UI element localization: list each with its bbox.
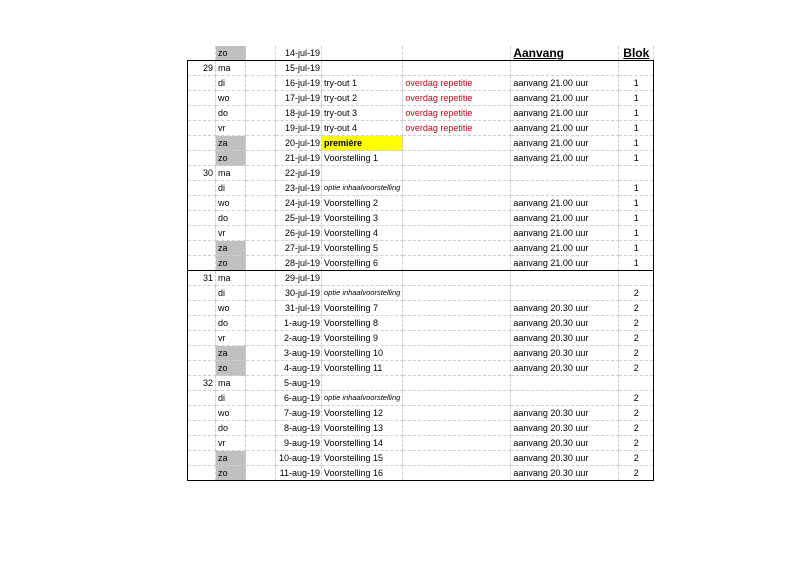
description-cell[interactable]: optie inhaalvoorstelling [322,391,403,406]
week-number-cell[interactable] [188,331,216,346]
week-number-cell[interactable] [188,76,216,91]
description-cell[interactable]: Voorstelling 3 [322,211,403,226]
description-cell[interactable]: Voorstelling 10 [322,346,403,361]
description-cell[interactable]: try-out 1 [322,76,403,91]
day-cell[interactable]: ma [216,61,246,76]
day-cell[interactable]: vr [216,331,246,346]
blok-cell[interactable] [619,271,654,286]
schedule-row [188,166,654,181]
start-time-cell[interactable]: aanvang 21.00 uur [511,106,619,121]
schedule-row [188,226,654,241]
blok-cell[interactable]: 1 [619,196,654,211]
day-cell[interactable]: zo [216,361,246,376]
day-cell[interactable]: ma [216,166,246,181]
blok-cell[interactable]: 1 [619,136,654,151]
blok-cell[interactable]: 1 [619,91,654,106]
description-cell[interactable]: Voorstelling 13 [322,421,403,436]
blok-header[interactable]: Blok [619,46,654,61]
date-cell[interactable]: 25-jul-19 [276,211,322,226]
week-number-cell[interactable] [188,346,216,361]
note-cell[interactable] [403,451,511,466]
note-cell[interactable]: overdag repetitie [403,91,511,106]
date-cell[interactable]: 16-jul-19 [276,76,322,91]
spacer-cell[interactable] [246,286,276,301]
day-cell[interactable]: wo [216,406,246,421]
start-time-cell[interactable]: aanvang 20.30 uur [511,301,619,316]
start-time-cell[interactable]: aanvang 21.00 uur [511,76,619,91]
spacer-cell[interactable] [246,121,276,136]
blok-cell[interactable]: 2 [619,466,654,481]
day-cell[interactable]: zo [216,46,246,61]
date-cell[interactable]: 17-jul-19 [276,91,322,106]
schedule-row [188,286,654,301]
description-cell[interactable]: Voorstelling 5 [322,241,403,256]
note-cell[interactable] [403,406,511,421]
day-cell[interactable]: do [216,421,246,436]
description-cell[interactable]: try-out 2 [322,91,403,106]
start-time-cell[interactable] [511,181,619,196]
date-cell[interactable]: 20-jul-19 [276,136,322,151]
blok-cell[interactable] [619,61,654,76]
note-cell[interactable] [403,196,511,211]
spacer-cell[interactable] [246,91,276,106]
week-number-cell[interactable] [188,256,216,271]
week-number-cell[interactable] [188,361,216,376]
spacer-cell[interactable] [246,256,276,271]
spacer-cell[interactable] [246,316,276,331]
note-cell[interactable] [403,346,511,361]
day-cell[interactable]: wo [216,91,246,106]
schedule-row [188,241,654,256]
note-cell[interactable] [403,331,511,346]
week-number-cell[interactable] [188,196,216,211]
spacer-cell[interactable] [246,76,276,91]
note-cell[interactable] [403,46,511,61]
day-cell[interactable]: di [216,391,246,406]
note-cell[interactable] [403,466,511,481]
day-cell[interactable]: wo [216,301,246,316]
note-cell[interactable] [403,271,511,286]
blok-cell[interactable]: 2 [619,286,654,301]
week-number-cell[interactable] [188,121,216,136]
blok-cell[interactable]: 1 [619,226,654,241]
spacer-cell[interactable] [246,241,276,256]
week-number-cell[interactable] [188,211,216,226]
blok-cell[interactable]: 2 [619,406,654,421]
date-cell[interactable]: 1-aug-19 [276,316,322,331]
schedule-table [187,46,654,481]
date-cell[interactable]: 23-jul-19 [276,181,322,196]
date-cell[interactable]: 21-jul-19 [276,151,322,166]
date-cell[interactable]: 22-jul-19 [276,166,322,181]
spacer-cell[interactable] [246,421,276,436]
start-time-cell[interactable]: aanvang 20.30 uur [511,361,619,376]
day-cell[interactable]: vr [216,226,246,241]
schedule-row [188,121,654,136]
blok-cell[interactable]: 1 [619,106,654,121]
schedule-row [188,301,654,316]
note-cell[interactable] [403,151,511,166]
date-cell[interactable]: 18-jul-19 [276,106,322,121]
date-cell[interactable]: 28-jul-19 [276,256,322,271]
date-cell[interactable]: 30-jul-19 [276,286,322,301]
week-number-cell[interactable] [188,106,216,121]
blok-cell[interactable] [619,376,654,391]
start-time-cell[interactable] [511,376,619,391]
week-number-cell[interactable]: 31 [188,271,216,286]
date-cell[interactable]: 27-jul-19 [276,241,322,256]
start-time-cell[interactable] [511,286,619,301]
start-time-cell[interactable]: aanvang 21.00 uur [511,121,619,136]
spacer-cell[interactable] [246,211,276,226]
schedule-row [188,256,654,271]
note-cell[interactable] [403,436,511,451]
week-number-cell[interactable]: 32 [188,376,216,391]
blok-cell[interactable]: 2 [619,451,654,466]
description-cell[interactable] [322,271,403,286]
day-cell[interactable]: do [216,211,246,226]
description-cell[interactable]: Voorstelling 1 [322,151,403,166]
description-cell[interactable]: Voorstelling 9 [322,331,403,346]
schedule-row [188,376,654,391]
schedule-row [188,331,654,346]
schedule-row [188,451,654,466]
schedule-row [188,91,654,106]
schedule-row [188,466,654,481]
start-time-cell[interactable] [511,271,619,286]
start-time-cell[interactable]: aanvang 21.00 uur [511,151,619,166]
day-cell[interactable]: vr [216,436,246,451]
spacer-cell[interactable] [246,61,276,76]
date-cell[interactable]: 2-aug-19 [276,331,322,346]
day-cell[interactable]: di [216,181,246,196]
blok-cell[interactable]: 1 [619,76,654,91]
spacer-cell[interactable] [246,361,276,376]
spacer-cell[interactable] [246,436,276,451]
blok-cell[interactable]: 2 [619,391,654,406]
schedule-body [188,46,654,481]
schedule-row [188,211,654,226]
week-number-cell[interactable] [188,181,216,196]
day-cell[interactable]: ma [216,376,246,391]
day-cell[interactable]: do [216,316,246,331]
note-cell[interactable] [403,226,511,241]
description-cell[interactable]: try-out 4 [322,121,403,136]
start-time-cell[interactable]: aanvang 20.30 uur [511,346,619,361]
description-cell[interactable]: optie inhaalvoorstelling [322,286,403,301]
week-number-cell[interactable] [188,421,216,436]
start-time-cell[interactable]: aanvang 20.30 uur [511,316,619,331]
note-cell[interactable] [403,316,511,331]
header-row [188,46,654,61]
start-time-cell[interactable] [511,61,619,76]
spacer-cell[interactable] [246,451,276,466]
day-cell[interactable]: za [216,241,246,256]
note-cell[interactable] [403,391,511,406]
blok-cell[interactable]: 2 [619,301,654,316]
day-cell[interactable]: zo [216,256,246,271]
week-number-cell[interactable] [188,301,216,316]
description-cell[interactable]: Voorstelling 2 [322,196,403,211]
description-cell[interactable]: Voorstelling 15 [322,451,403,466]
description-cell[interactable]: try-out 3 [322,106,403,121]
week-number-cell[interactable] [188,151,216,166]
start-time-cell[interactable]: aanvang 21.00 uur [511,136,619,151]
day-cell[interactable]: zo [216,466,246,481]
day-cell[interactable]: zo [216,151,246,166]
day-cell[interactable]: ma [216,271,246,286]
week-number-cell[interactable] [188,316,216,331]
blok-cell[interactable]: 2 [619,436,654,451]
start-time-cell[interactable] [511,166,619,181]
note-cell[interactable] [403,181,511,196]
schedule-row [188,136,654,151]
date-cell[interactable]: 3-aug-19 [276,346,322,361]
blok-cell[interactable]: 2 [619,316,654,331]
blok-cell[interactable]: 1 [619,151,654,166]
week-number-cell[interactable]: 30 [188,166,216,181]
schedule-row [188,151,654,166]
date-cell[interactable]: 14-jul-19 [276,46,322,61]
start-time-cell[interactable]: aanvang 21.00 uur [511,196,619,211]
spacer-cell[interactable] [246,346,276,361]
date-cell[interactable]: 19-jul-19 [276,121,322,136]
week-number-cell[interactable] [188,91,216,106]
note-cell[interactable] [403,376,511,391]
note-cell[interactable] [403,361,511,376]
start-time-cell[interactable]: aanvang 21.00 uur [511,241,619,256]
spacer-cell[interactable] [246,406,276,421]
spacer-cell[interactable] [246,136,276,151]
blok-cell[interactable]: 1 [619,256,654,271]
spacer-cell[interactable] [246,226,276,241]
week-number-cell[interactable] [188,136,216,151]
description-cell[interactable]: Voorstelling 14 [322,436,403,451]
spacer-cell[interactable] [246,46,276,61]
schedule-row [188,271,654,286]
week-number-cell[interactable] [188,286,216,301]
description-cell[interactable] [322,61,403,76]
description-cell[interactable]: Voorstelling 6 [322,256,403,271]
day-cell[interactable]: di [216,76,246,91]
spacer-cell[interactable] [246,376,276,391]
date-cell[interactable]: 7-aug-19 [276,406,322,421]
spacer-cell[interactable] [246,301,276,316]
schedule-row [188,61,654,76]
description-cell[interactable]: Voorstelling 8 [322,316,403,331]
note-cell[interactable] [403,166,511,181]
blok-cell[interactable]: 2 [619,361,654,376]
date-cell[interactable]: 10-aug-19 [276,451,322,466]
blok-cell[interactable]: 1 [619,121,654,136]
blok-cell[interactable] [619,166,654,181]
week-number-cell[interactable] [188,391,216,406]
schedule-row [188,181,654,196]
day-cell[interactable]: wo [216,196,246,211]
week-number-cell[interactable] [188,451,216,466]
date-cell[interactable]: 8-aug-19 [276,421,322,436]
description-cell[interactable]: Voorstelling 7 [322,301,403,316]
note-cell[interactable] [403,136,511,151]
date-cell[interactable]: 5-aug-19 [276,376,322,391]
date-cell[interactable]: 24-jul-19 [276,196,322,211]
description-cell[interactable]: Voorstelling 16 [322,466,403,481]
description-cell[interactable]: Voorstelling 4 [322,226,403,241]
start-time-cell[interactable]: aanvang 20.30 uur [511,451,619,466]
spacer-cell[interactable] [246,391,276,406]
week-number-cell[interactable] [188,226,216,241]
date-cell[interactable]: 31-jul-19 [276,301,322,316]
schedule-row [188,316,654,331]
week-number-cell[interactable] [188,466,216,481]
spacer-cell[interactable] [246,331,276,346]
start-time-cell[interactable]: aanvang 21.00 uur [511,256,619,271]
schedule-row [188,406,654,421]
spacer-cell[interactable] [246,151,276,166]
blok-cell[interactable]: 1 [619,241,654,256]
description-cell[interactable]: optie inhaalvoorstelling [322,181,403,196]
schedule-row [188,196,654,211]
date-cell[interactable]: 26-jul-19 [276,226,322,241]
day-cell[interactable]: di [216,286,246,301]
start-time-cell[interactable]: aanvang 21.00 uur [511,211,619,226]
schedule-row [188,391,654,406]
note-cell[interactable] [403,241,511,256]
date-cell[interactable]: 9-aug-19 [276,436,322,451]
week-number-cell[interactable] [188,241,216,256]
blok-cell[interactable]: 2 [619,346,654,361]
start-time-cell[interactable]: aanvang 20.30 uur [511,421,619,436]
start-time-cell[interactable]: aanvang 20.30 uur [511,436,619,451]
blok-cell[interactable]: 2 [619,421,654,436]
schedule-row [188,436,654,451]
day-cell[interactable]: do [216,106,246,121]
week-number-cell[interactable] [188,406,216,421]
blok-cell[interactable]: 1 [619,181,654,196]
start-time-cell[interactable]: aanvang 20.30 uur [511,406,619,421]
start-time-cell[interactable]: aanvang 21.00 uur [511,226,619,241]
note-cell[interactable] [403,256,511,271]
note-cell[interactable]: overdag repetitie [403,121,511,136]
schedule-row [188,76,654,91]
description-cell[interactable]: Voorstelling 11 [322,361,403,376]
aanvang-header[interactable]: Aanvang [511,46,619,61]
description-cell[interactable] [322,166,403,181]
note-cell[interactable]: overdag repetitie [403,106,511,121]
spacer-cell[interactable] [246,466,276,481]
spacer-cell[interactable] [246,181,276,196]
note-cell[interactable]: overdag repetitie [403,76,511,91]
schedule-row [188,421,654,436]
week-number-cell[interactable] [188,436,216,451]
day-cell[interactable]: za [216,136,246,151]
note-cell[interactable] [403,211,511,226]
schedule-row [188,106,654,121]
spacer-cell[interactable] [246,271,276,286]
description-cell[interactable]: Voorstelling 12 [322,406,403,421]
date-cell[interactable]: 11-aug-19 [276,466,322,481]
spacer-cell[interactable] [246,166,276,181]
week-number-cell[interactable]: 29 [188,61,216,76]
date-cell[interactable]: 6-aug-19 [276,391,322,406]
schedule-row [188,346,654,361]
start-time-cell[interactable]: aanvang 20.30 uur [511,466,619,481]
day-cell[interactable]: vr [216,121,246,136]
note-cell[interactable] [403,301,511,316]
note-cell[interactable] [403,286,511,301]
description-cell[interactable] [322,46,403,61]
date-cell[interactable]: 4-aug-19 [276,361,322,376]
note-cell[interactable] [403,421,511,436]
day-cell[interactable]: za [216,346,246,361]
spacer-cell[interactable] [246,106,276,121]
start-time-cell[interactable]: aanvang 20.30 uur [511,331,619,346]
blok-cell[interactable]: 1 [619,211,654,226]
date-cell[interactable]: 29-jul-19 [276,271,322,286]
schedule-row [188,361,654,376]
day-cell[interactable]: za [216,451,246,466]
blok-cell[interactable]: 2 [619,331,654,346]
start-time-cell[interactable] [511,391,619,406]
description-cell[interactable]: première [322,136,403,151]
description-cell[interactable] [322,376,403,391]
note-cell[interactable] [403,61,511,76]
week-number-cell[interactable] [188,46,216,61]
date-cell[interactable]: 15-jul-19 [276,61,322,76]
start-time-cell[interactable]: aanvang 21.00 uur [511,91,619,106]
spacer-cell[interactable] [246,196,276,211]
